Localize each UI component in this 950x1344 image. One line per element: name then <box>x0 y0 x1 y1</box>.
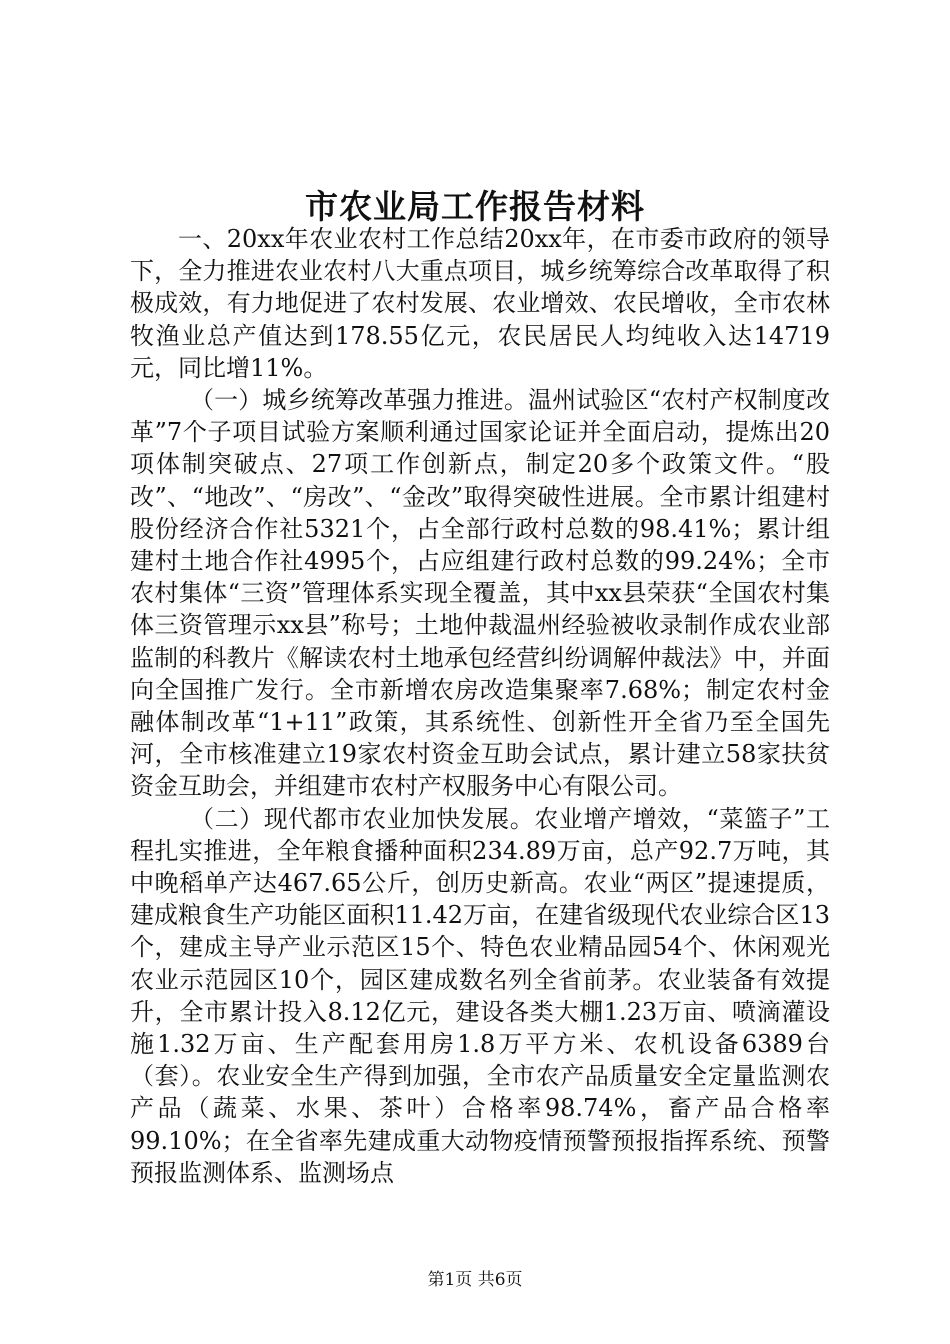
page-number-footer: 第1页 共6页 <box>427 1270 523 1290</box>
paragraph-modern-agriculture: （二）现代都市农业加快发展。农业增产增效，“菜篮子”工程扎实推进，全年粮食播种面积234.89万亩，总产92.7万吨，其中晚稻单产达467.65公斤，创历史新高。农业“两区”提速提质，建成粮食生产功能区面积11.42万亩，在建省级现代农业综合区13个，建成主导产业示范区15个、特色农业精品园54个、休闲观光农业示范园区10个，园区建成数名列全省前茅。农业装备有效提升，全市累计投入8.12亿元，建设各类大棚1.23万亩、喷滴灌设施1.32万亩、生产配套用房1.8万平方米、农机设备6389台（套）。农业安全生产得到加强，全市农产品质量安全定量监测农产品（蔬菜、水果、茶叶）合格率98.74%，畜产品合格率99.10%；在全省率先建成重大动物疫情预警预报指挥系统、预警预报监测体系、监测场点 <box>130 804 830 1187</box>
paragraph-summary: 一、20xx年农业农村工作总结20xx年，在市委市政府的领导下，全力推进农业农村八大重点项目，城乡统筹综合改革取得了积极成效，有力地促进了农村发展、农业增效、农民增收，全市农林牧渔业总产值达到178.55亿元，农民居民人均纯收入达14719元，同比增11%。 <box>130 225 830 382</box>
paragraph-urban-rural-reform: （一）城乡统筹改革强力推进。温州试验区“农村产权制度改革”7个子项目试验方案顺利通过国家论证并全面启动，提炼出20项体制突破点、27项工作创新点，制定20多个政策文件。“股改”、“地改”、“房改”、“金改”取得突破性进展。全市累计组建村股份经济合作社5321个，占全部行政村总数的98.41%；累计组建村土地合作社4995个，占应组建行政村总数的99.24%；全市农村集体“三资”管理体系实现全覆盖，其中xx县荣获“全国农村集体三资管理示xx县”称号；土地仲裁温州经验被收录制作成农业部监制的科教片《解读农村土地承包经营纠纷调解仲裁法》中，并面向全国推广发行。全市新增农房改造集聚率7.68%；制定农村金融体制改革“1+11”政策，其系统性、创新性开全省乃至全国先河，全市核准建立19家农村资金互助会试点，累计建立58家扶贫资金互助会，并组建市农村产权服务中心有限公司。 <box>130 386 830 801</box>
document-body <box>130 223 830 1189</box>
document-title: 市农业局工作报告材料 <box>305 187 645 226</box>
